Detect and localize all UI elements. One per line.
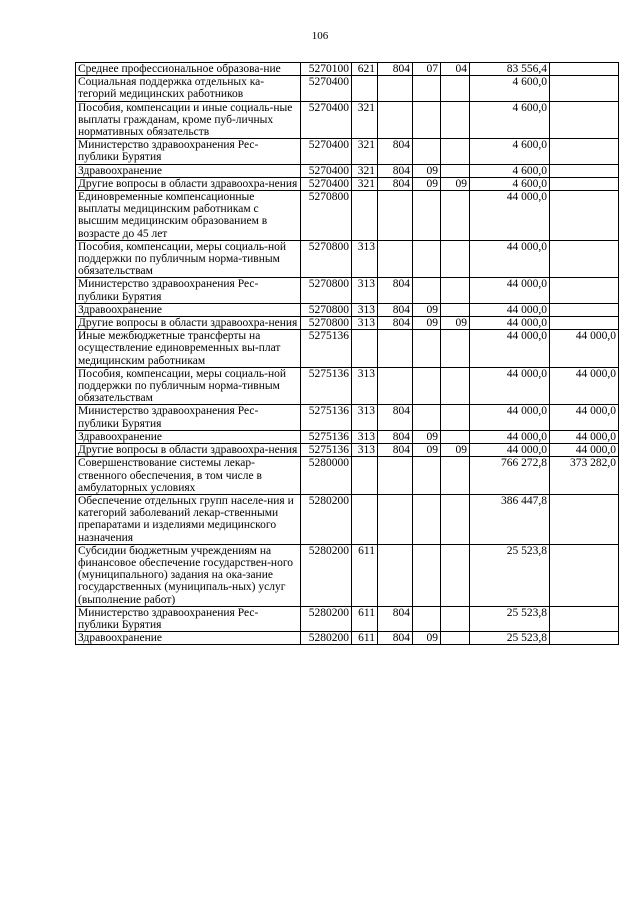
row-name-cell: Иные межбюджетные трансферты на осуществление единовременных вы-плат медицинским работникам [76,330,301,368]
federal-amount-cell [550,63,619,76]
target-code-cell: 5280200 [301,544,352,606]
section-code-cell [413,494,441,544]
expense-type-cell: 611 [352,632,378,645]
table-row [76,191,619,241]
expense-type-cell: 321 [352,139,378,164]
federal-amount-cell [550,303,619,316]
target-code-cell: 5270800 [301,303,352,316]
row-name-cell: Обеспечение отдельных групп населе-ния и категорий заболеваний лекар-ственными препаратами и изделиями медицинского назначения [76,494,301,544]
subsection-code-cell [441,101,470,139]
section-code-cell: 09 [413,632,441,645]
subsection-code-cell: 09 [441,444,470,457]
amount-cell: 25 523,8 [470,544,550,606]
section-code-cell [413,544,441,606]
subsection-code-cell [441,303,470,316]
section-code-cell [413,139,441,164]
page-number: 106 [311,30,329,42]
federal-amount-cell [550,544,619,606]
expense-type-cell [352,76,378,101]
ministry-code-cell: 804 [378,139,413,164]
row-name-cell: Другие вопросы в области здравоохра-нения [76,177,301,190]
budget-table [75,62,619,645]
row-name-cell: Министерство здравоохранения Рес-публики Бурятия [76,606,301,631]
table-row [76,430,619,443]
subsection-code-cell [441,139,470,164]
ministry-code-cell: 804 [378,278,413,303]
section-code-cell: 09 [413,177,441,190]
amount-cell: 44 000,0 [470,278,550,303]
amount-cell: 4 600,0 [470,177,550,190]
table-row [76,367,619,405]
expense-type-cell: 313 [352,444,378,457]
federal-amount-cell [550,139,619,164]
table-row [76,101,619,139]
federal-amount-cell: 373 282,0 [550,457,619,495]
ministry-code-cell: 804 [378,405,413,430]
table-row [76,457,619,495]
subsection-code-cell [441,367,470,405]
row-name-cell: Пособия, компенсации и иные социаль-ные выплаты гражданам, кроме пуб-личных нормативных обязательств [76,101,301,139]
amount-cell: 44 000,0 [470,191,550,241]
subsection-code-cell [441,191,470,241]
section-code-cell [413,330,441,368]
ministry-code-cell [378,240,413,278]
amount-cell: 4 600,0 [470,164,550,177]
ministry-code-cell: 804 [378,430,413,443]
target-code-cell: 5280200 [301,494,352,544]
ministry-code-cell: 804 [378,177,413,190]
federal-amount-cell [550,191,619,241]
amount-cell: 44 000,0 [470,317,550,330]
row-name-cell: Субсидии бюджетным учреждениям на финансовое обеспечение государствен-ного (муниципального) задания на ока-зание государственных (муниципаль-ных) услуг (выполнение работ) [76,544,301,606]
amount-cell: 766 272,8 [470,457,550,495]
target-code-cell: 5270400 [301,177,352,190]
ministry-code-cell: 804 [378,606,413,631]
ministry-code-cell [378,457,413,495]
expense-type-cell: 313 [352,317,378,330]
amount-cell: 44 000,0 [470,444,550,457]
target-code-cell: 5275136 [301,444,352,457]
row-name-cell: Единовременные компенсационные выплаты медицинским работникам с высшим медицинским образованием в возрасте до 45 лет [76,191,301,241]
subsection-code-cell [441,240,470,278]
section-code-cell [413,367,441,405]
row-name-cell: Министерство здравоохранения Рес-публики Бурятия [76,139,301,164]
ministry-code-cell: 804 [378,63,413,76]
expense-type-cell: 313 [352,240,378,278]
amount-cell: 44 000,0 [470,330,550,368]
expense-type-cell: 621 [352,63,378,76]
subsection-code-cell [441,457,470,495]
federal-amount-cell [550,101,619,139]
expense-type-cell: 321 [352,101,378,139]
table-row [76,177,619,190]
table-row [76,494,619,544]
expense-type-cell: 313 [352,430,378,443]
table-row [76,278,619,303]
subsection-code-cell: 09 [441,317,470,330]
target-code-cell: 5275136 [301,330,352,368]
subsection-code-cell [441,164,470,177]
row-name-cell: Министерство здравоохранения Рес-публики Бурятия [76,278,301,303]
expense-type-cell [352,330,378,368]
section-code-cell [413,457,441,495]
expense-type-cell: 321 [352,164,378,177]
federal-amount-cell [550,494,619,544]
row-name-cell: Другие вопросы в области здравоохра-нения [76,444,301,457]
expense-type-cell [352,494,378,544]
budget-table-body [76,63,619,645]
amount-cell: 25 523,8 [470,632,550,645]
subsection-code-cell [441,76,470,101]
ministry-code-cell [378,494,413,544]
table-row [76,164,619,177]
target-code-cell: 5270800 [301,278,352,303]
target-code-cell: 5270400 [301,101,352,139]
section-code-cell [413,101,441,139]
federal-amount-cell [550,278,619,303]
expense-type-cell: 313 [352,278,378,303]
table-row [76,606,619,631]
expense-type-cell [352,191,378,241]
federal-amount-cell [550,177,619,190]
table-row [76,240,619,278]
federal-amount-cell: 44 000,0 [550,444,619,457]
amount-cell: 83 556,4 [470,63,550,76]
row-name-cell: Здравоохранение [76,632,301,645]
table-row [76,544,619,606]
ministry-code-cell: 804 [378,317,413,330]
ministry-code-cell: 804 [378,444,413,457]
target-code-cell: 5270400 [301,76,352,101]
ministry-code-cell [378,544,413,606]
target-code-cell: 5270800 [301,191,352,241]
row-name-cell: Другие вопросы в области здравоохра-нения [76,317,301,330]
table-row [76,63,619,76]
amount-cell: 25 523,8 [470,606,550,631]
section-code-cell [413,606,441,631]
ministry-code-cell [378,191,413,241]
ministry-code-cell [378,101,413,139]
expense-type-cell [352,457,378,495]
target-code-cell: 5275136 [301,367,352,405]
subsection-code-cell [441,278,470,303]
target-code-cell: 5280000 [301,457,352,495]
ministry-code-cell [378,330,413,368]
expense-type-cell: 313 [352,405,378,430]
target-code-cell: 5280200 [301,606,352,631]
amount-cell: 386 447,8 [470,494,550,544]
target-code-cell: 5270400 [301,164,352,177]
amount-cell: 44 000,0 [470,240,550,278]
subsection-code-cell [441,405,470,430]
table-row [76,303,619,316]
ministry-code-cell [378,367,413,405]
row-name-cell: Пособия, компенсации, меры социаль-ной поддержки по публичным норма-тивным обязательствам [76,367,301,405]
amount-cell: 4 600,0 [470,76,550,101]
amount-cell: 4 600,0 [470,139,550,164]
amount-cell: 44 000,0 [470,367,550,405]
section-code-cell: 09 [413,164,441,177]
federal-amount-cell: 44 000,0 [550,367,619,405]
federal-amount-cell: 44 000,0 [550,330,619,368]
amount-cell: 44 000,0 [470,405,550,430]
table-row [76,139,619,164]
subsection-code-cell [441,330,470,368]
table-row [76,317,619,330]
row-name-cell: Здравоохранение [76,430,301,443]
federal-amount-cell [550,632,619,645]
amount-cell: 44 000,0 [470,303,550,316]
target-code-cell: 5275136 [301,430,352,443]
section-code-cell: 07 [413,63,441,76]
row-name-cell: Здравоохранение [76,164,301,177]
target-code-cell: 5270100 [301,63,352,76]
subsection-code-cell [441,430,470,443]
row-name-cell: Среднее профессиональное образова-ние [76,63,301,76]
row-name-cell: Пособия, компенсации, меры социаль-ной поддержки по публичным норма-тивным обязательствам [76,240,301,278]
table-row [76,632,619,645]
row-name-cell: Министерство здравоохранения Рес-публики Бурятия [76,405,301,430]
federal-amount-cell: 44 000,0 [550,430,619,443]
federal-amount-cell [550,240,619,278]
section-code-cell: 09 [413,317,441,330]
section-code-cell [413,278,441,303]
subsection-code-cell [441,606,470,631]
subsection-code-cell [441,494,470,544]
ministry-code-cell: 804 [378,632,413,645]
row-name-cell: Совершенствование системы лекар-ственного обеспечения, в том числе в амбулаторных условиях [76,457,301,495]
row-name-cell: Социальная поддержка отдельных ка-тегорий медицинских работников [76,76,301,101]
table-row [76,405,619,430]
section-code-cell [413,240,441,278]
federal-amount-cell [550,317,619,330]
subsection-code-cell [441,544,470,606]
target-code-cell: 5270800 [301,317,352,330]
federal-amount-cell [550,76,619,101]
expense-type-cell: 611 [352,544,378,606]
section-code-cell [413,76,441,101]
federal-amount-cell [550,606,619,631]
subsection-code-cell [441,632,470,645]
expense-type-cell: 313 [352,303,378,316]
ministry-code-cell [378,76,413,101]
federal-amount-cell: 44 000,0 [550,405,619,430]
ministry-code-cell: 804 [378,164,413,177]
expense-type-cell: 611 [352,606,378,631]
amount-cell: 44 000,0 [470,430,550,443]
expense-type-cell: 313 [352,367,378,405]
amount-cell: 4 600,0 [470,101,550,139]
subsection-code-cell: 04 [441,63,470,76]
target-code-cell: 5275136 [301,405,352,430]
section-code-cell [413,405,441,430]
target-code-cell: 5270800 [301,240,352,278]
section-code-cell [413,191,441,241]
table-row [76,444,619,457]
table-row [76,76,619,101]
section-code-cell: 09 [413,303,441,316]
federal-amount-cell [550,164,619,177]
subsection-code-cell: 09 [441,177,470,190]
row-name-cell: Здравоохранение [76,303,301,316]
section-code-cell: 09 [413,444,441,457]
ministry-code-cell: 804 [378,303,413,316]
expense-type-cell: 321 [352,177,378,190]
target-code-cell: 5280200 [301,632,352,645]
section-code-cell: 09 [413,430,441,443]
table-row [76,330,619,368]
target-code-cell: 5270400 [301,139,352,164]
